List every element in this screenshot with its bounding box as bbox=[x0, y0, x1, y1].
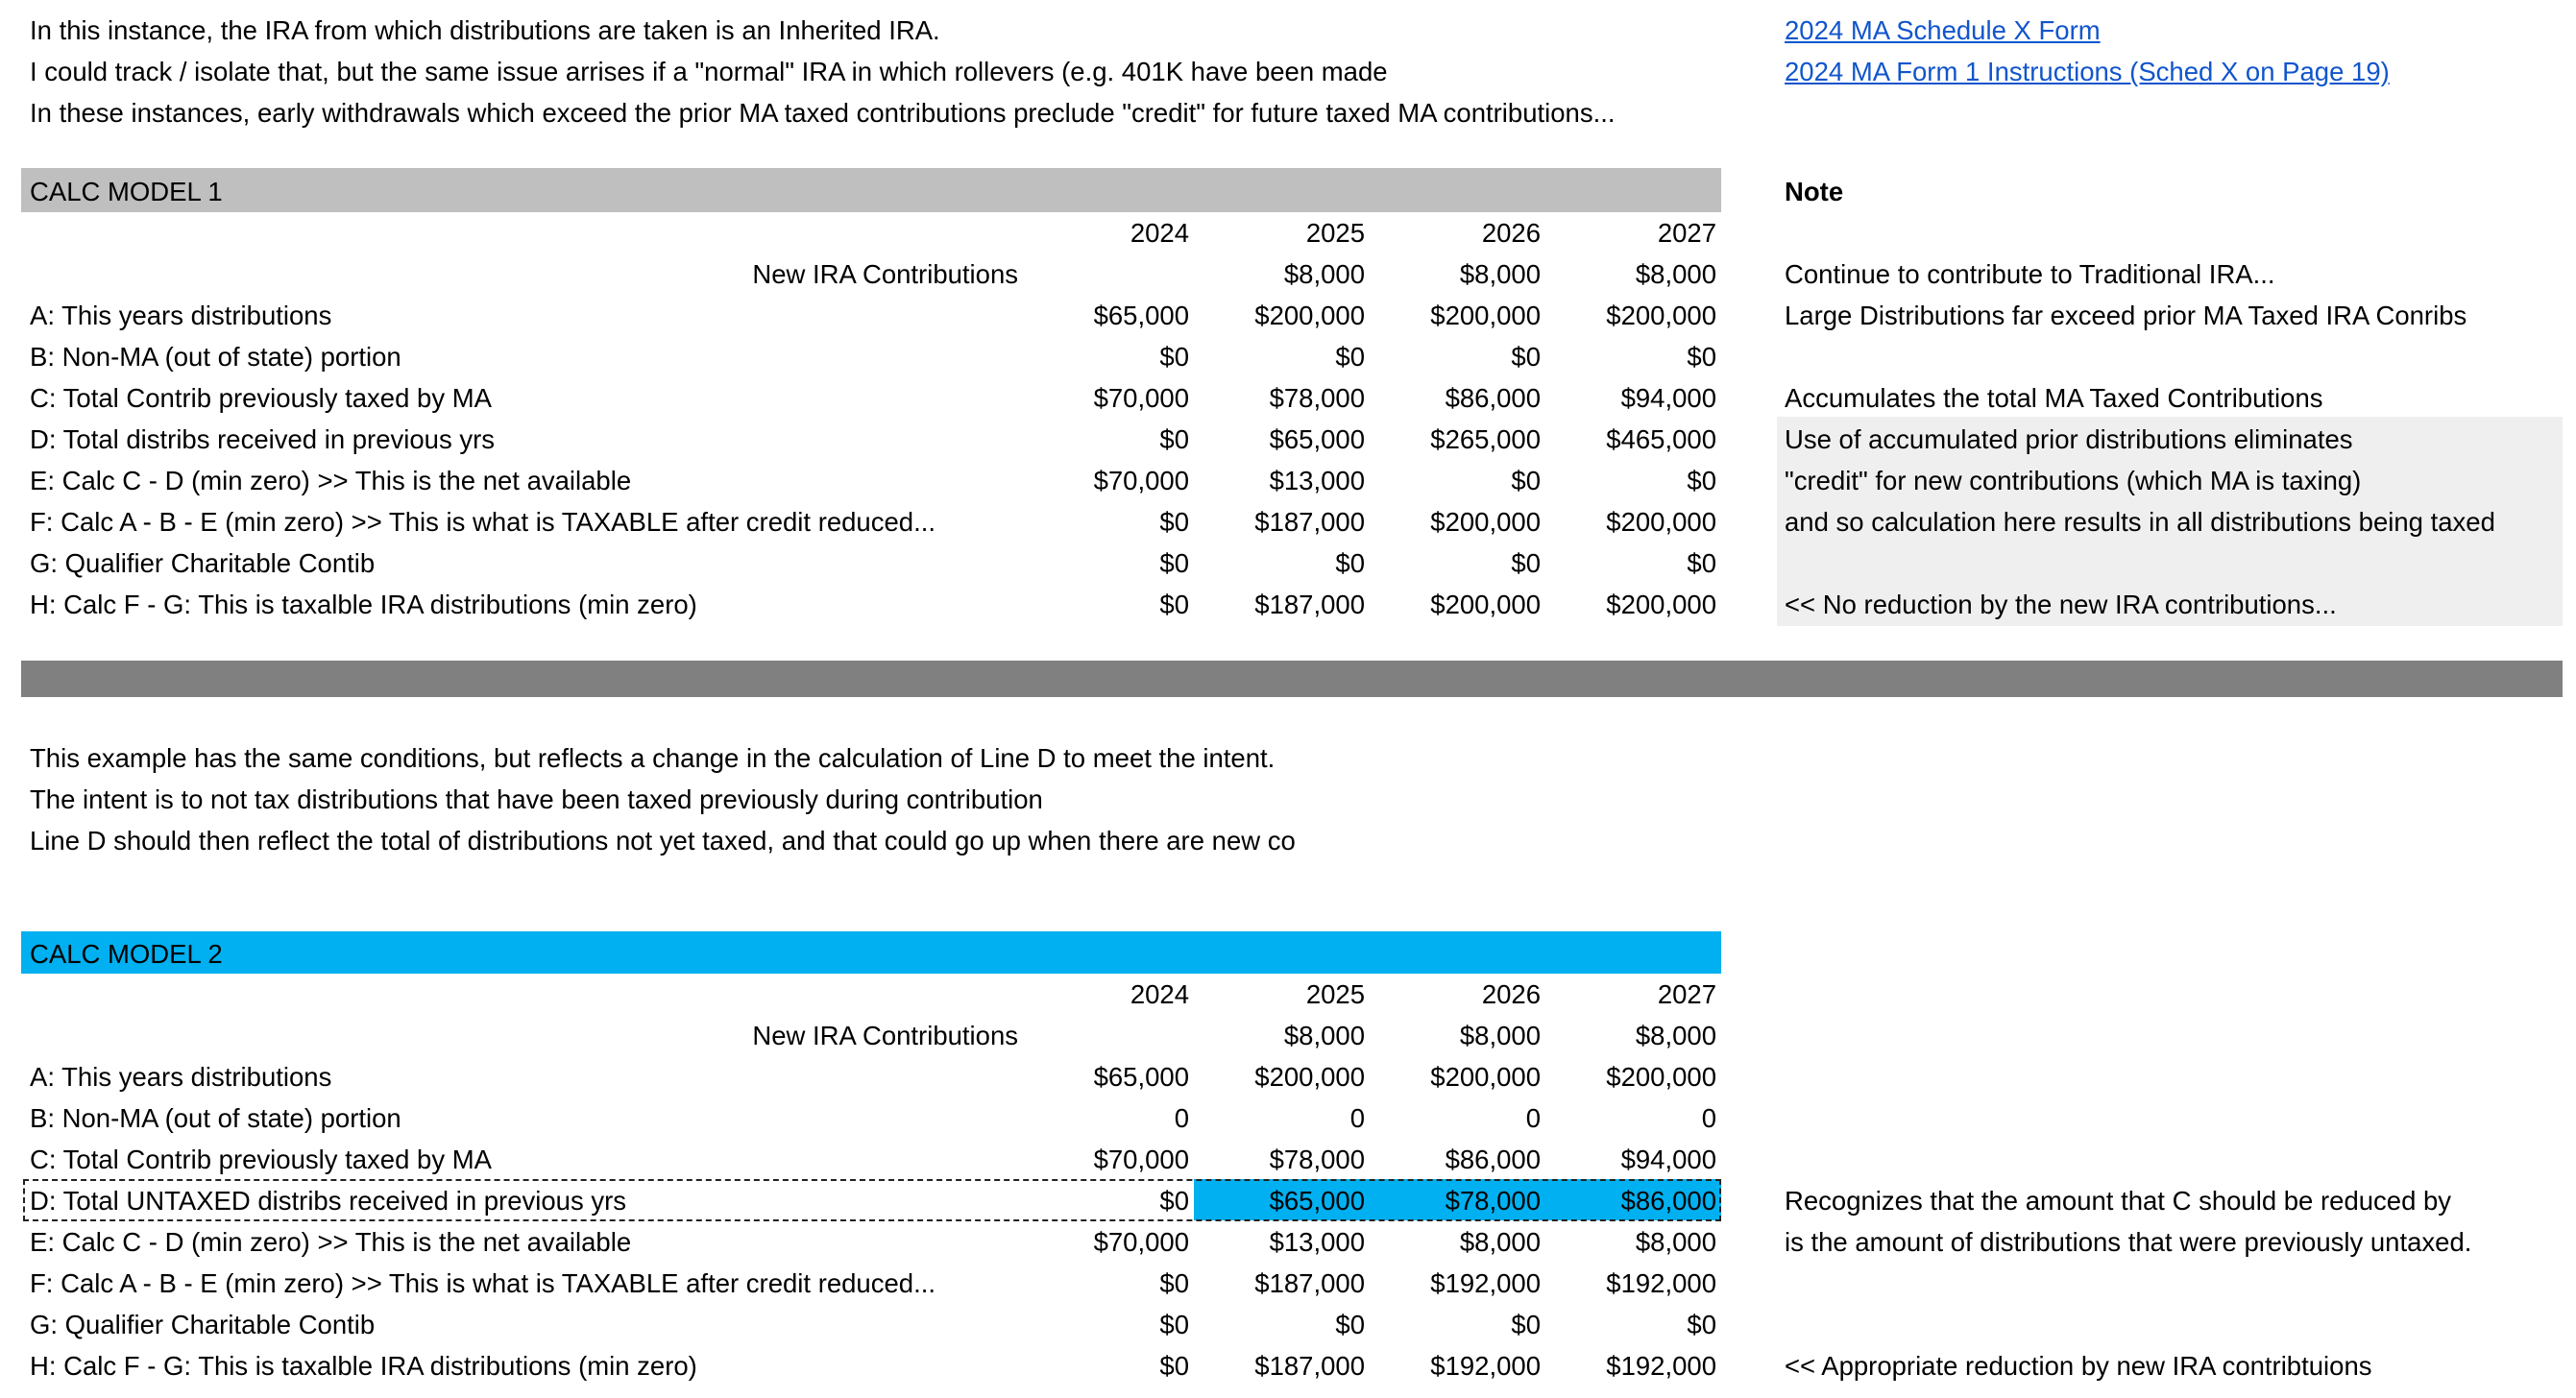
model2-row-label: F: Calc A - B - E (min zero) >> This is what is TAXABLE after credit reduced... bbox=[30, 1268, 936, 1298]
model2-row-value: $86,000 bbox=[1445, 1145, 1541, 1174]
model1-row-value: $0 bbox=[1687, 466, 1716, 495]
model2-row-value: $192,000 bbox=[1606, 1268, 1716, 1298]
model1-row-label: C: Total Contrib previously taxed by MA bbox=[30, 383, 492, 413]
model1-year-2027: 2027 bbox=[1657, 218, 1716, 248]
model2-row-value: $187,000 bbox=[1254, 1351, 1365, 1381]
model2-year-2027: 2027 bbox=[1657, 979, 1716, 1009]
model1-row-note: Accumulates the total MA Taxed Contributions bbox=[1785, 383, 2323, 413]
model1-row-label: A: This years distributions bbox=[30, 301, 332, 330]
model2-row-value: $200,000 bbox=[1430, 1062, 1541, 1092]
model1-row-value: $200,000 bbox=[1606, 590, 1716, 619]
model2-row-value: $200,000 bbox=[1254, 1062, 1365, 1092]
model1-row-note: Large Distributions far exceed prior MA Taxed IRA Conribs bbox=[1785, 301, 2467, 330]
model2-row-value: $192,000 bbox=[1606, 1351, 1716, 1381]
model1-row-value: $200,000 bbox=[1254, 301, 1365, 330]
model2-contrib-value: $8,000 bbox=[1635, 1021, 1716, 1050]
model1-row-value: $0 bbox=[1335, 548, 1365, 578]
model1-row-value: $65,000 bbox=[1093, 301, 1189, 330]
model2-year-2025: 2025 bbox=[1305, 979, 1365, 1009]
model2-row-value: $78,000 bbox=[1445, 1186, 1541, 1216]
model1-row-value: $0 bbox=[1687, 342, 1716, 372]
model1-row-value: $0 bbox=[1511, 342, 1541, 372]
model2-row-value: $200,000 bbox=[1606, 1062, 1716, 1092]
model1-year-2024: 2024 bbox=[1130, 218, 1189, 248]
model2-row-value: $65,000 bbox=[1093, 1062, 1189, 1092]
model2-row-value: $65,000 bbox=[1269, 1186, 1365, 1216]
model1-row-value: $13,000 bbox=[1269, 466, 1365, 495]
model2-row-value: $13,000 bbox=[1269, 1227, 1365, 1257]
model1-contrib-value: $8,000 bbox=[1283, 259, 1365, 289]
model1-row-value: $465,000 bbox=[1606, 424, 1716, 454]
model1-row-note: << No reduction by the new IRA contributions... bbox=[1785, 590, 2337, 619]
model1-row-value: $0 bbox=[1159, 548, 1189, 578]
model2-row-value: 0 bbox=[1525, 1103, 1541, 1133]
model1-row-value: $86,000 bbox=[1445, 383, 1541, 413]
model2-row-note: Recognizes that the amount that C should be reduced by bbox=[1785, 1186, 2452, 1216]
intro-line-2: I could track / isolate that, but the same issue arrises if a "normal" IRA in which rollevers (e.g. 401K have been made bbox=[30, 57, 1388, 86]
model2-row-label: G: Qualifier Charitable Contib bbox=[30, 1310, 376, 1339]
model1-row-value: $0 bbox=[1511, 548, 1541, 578]
model1-row-value: $0 bbox=[1159, 507, 1189, 537]
model2-row-value: $0 bbox=[1511, 1310, 1541, 1339]
model1-year-2026: 2026 bbox=[1481, 218, 1541, 248]
model2-row-label: A: This years distributions bbox=[30, 1062, 332, 1092]
model1-row-value: $187,000 bbox=[1254, 590, 1365, 619]
model2-row-value: $8,000 bbox=[1635, 1227, 1716, 1257]
model1-row-note: Use of accumulated prior distributions eliminates bbox=[1785, 424, 2353, 454]
model1-row-value: $200,000 bbox=[1430, 301, 1541, 330]
model1-row-note: and so calculation here results in all distributions being taxed bbox=[1785, 507, 2495, 537]
model2-row-value: $0 bbox=[1159, 1268, 1189, 1298]
model2-row-value: $70,000 bbox=[1093, 1145, 1189, 1174]
middle-line-3: Line D should then reflect the total of distributions not yet taxed, and that could go up when there are new co bbox=[30, 826, 1296, 856]
model1-row-label: B: Non-MA (out of state) portion bbox=[30, 342, 401, 372]
model2-row-value: 0 bbox=[1174, 1103, 1189, 1133]
model2-row-value: $0 bbox=[1159, 1310, 1189, 1339]
model2-row-value: $94,000 bbox=[1620, 1145, 1716, 1174]
intro-line-3: In these instances, early withdrawals which exceed the prior MA taxed contributions preclude "credit" for future taxed MA contributions... bbox=[30, 98, 1616, 128]
model1-row-value: $200,000 bbox=[1606, 507, 1716, 537]
model1-row-value: $0 bbox=[1511, 466, 1541, 495]
middle-line-1: This example has the same conditions, but reflects a change in the calculation of Line D to meet the intent. bbox=[30, 743, 1276, 773]
model2-row-label: D: Total UNTAXED distribs received in previous yrs bbox=[30, 1186, 626, 1216]
model1-row-value: $200,000 bbox=[1430, 507, 1541, 537]
model2-row-label: H: Calc F - G: This is taxalble IRA distributions (min zero) bbox=[30, 1351, 697, 1381]
intro-line-1: In this instance, the IRA from which distributions are taken is an Inherited IRA. bbox=[30, 15, 940, 45]
middle-line-2: The intent is to not tax distributions that have been taxed previously during contribution bbox=[30, 784, 1043, 814]
model1-row-label: D: Total distribs received in previous yrs bbox=[30, 424, 495, 454]
model1-contrib-label: New IRA Contributions bbox=[752, 259, 1018, 289]
separator-bar bbox=[21, 661, 2563, 697]
model1-row-label: E: Calc C - D (min zero) >> This is the net available bbox=[30, 466, 632, 495]
model2-contrib-value: $8,000 bbox=[1459, 1021, 1541, 1050]
model1-row-value: $65,000 bbox=[1269, 424, 1365, 454]
model1-row-note: "credit" for new contributions (which MA is taxing) bbox=[1785, 466, 2362, 495]
model1-row-value: $0 bbox=[1687, 548, 1716, 578]
model2-row-value: 0 bbox=[1349, 1103, 1365, 1133]
model2-row-value: $0 bbox=[1335, 1310, 1365, 1339]
model2-row-value: $192,000 bbox=[1430, 1351, 1541, 1381]
form-1-instructions-link[interactable]: 2024 MA Form 1 Instructions (Sched X on Page 19) bbox=[1785, 57, 2390, 86]
model2-contrib-value: $8,000 bbox=[1283, 1021, 1365, 1050]
model1-row-value: $70,000 bbox=[1093, 383, 1189, 413]
model2-row-label: E: Calc C - D (min zero) >> This is the net available bbox=[30, 1227, 632, 1257]
model2-row-value: $0 bbox=[1159, 1351, 1189, 1381]
model1-row-label: G: Qualifier Charitable Contib bbox=[30, 548, 376, 578]
model1-contrib-value: $8,000 bbox=[1635, 259, 1716, 289]
note-header: Note bbox=[1785, 177, 1844, 206]
model1-header-bar bbox=[21, 168, 1721, 212]
model1-row-value: $0 bbox=[1159, 590, 1189, 619]
model2-row-value: $78,000 bbox=[1269, 1145, 1365, 1174]
model1-row-value: $200,000 bbox=[1606, 301, 1716, 330]
model2-row-note: is the amount of distributions that were previously untaxed. bbox=[1785, 1227, 2472, 1257]
model2-row-value: $0 bbox=[1687, 1310, 1716, 1339]
model1-row-value: $265,000 bbox=[1430, 424, 1541, 454]
model1-row-value: $94,000 bbox=[1620, 383, 1716, 413]
model1-row-value: $187,000 bbox=[1254, 507, 1365, 537]
model2-row-label: C: Total Contrib previously taxed by MA bbox=[30, 1145, 492, 1174]
model1-row-label: H: Calc F - G: This is taxalble IRA distributions (min zero) bbox=[30, 590, 697, 619]
model2-year-2026: 2026 bbox=[1481, 979, 1541, 1009]
model1-row-value: $200,000 bbox=[1430, 590, 1541, 619]
model1-row-value: $0 bbox=[1159, 342, 1189, 372]
model2-header-bar bbox=[21, 931, 1721, 974]
model2-year-2024: 2024 bbox=[1130, 979, 1189, 1009]
model1-row-value: $78,000 bbox=[1269, 383, 1365, 413]
model1-title: CALC MODEL 1 bbox=[30, 177, 223, 206]
model1-row-value: $70,000 bbox=[1093, 466, 1189, 495]
model1-contrib-note: Continue to contribute to Traditional IRA... bbox=[1785, 259, 2275, 289]
model2-row-value: $192,000 bbox=[1430, 1268, 1541, 1298]
model2-row-value: 0 bbox=[1701, 1103, 1716, 1133]
model1-row-value: $0 bbox=[1335, 342, 1365, 372]
model2-row-value: $0 bbox=[1159, 1186, 1189, 1216]
model2-row-label: B: Non-MA (out of state) portion bbox=[30, 1103, 401, 1133]
model2-contrib-label: New IRA Contributions bbox=[752, 1021, 1018, 1050]
model2-row-value: $187,000 bbox=[1254, 1268, 1365, 1298]
model2-row-value: $70,000 bbox=[1093, 1227, 1189, 1257]
model2-row-value: $86,000 bbox=[1620, 1186, 1716, 1216]
model1-row-value: $0 bbox=[1159, 424, 1189, 454]
model2-row-value: $8,000 bbox=[1459, 1227, 1541, 1257]
model2-row-note: << Appropriate reduction by new IRA contribtuions bbox=[1785, 1351, 2372, 1381]
model1-row-label: F: Calc A - B - E (min zero) >> This is what is TAXABLE after credit reduced... bbox=[30, 507, 936, 537]
model2-title: CALC MODEL 2 bbox=[30, 939, 223, 969]
model1-year-2025: 2025 bbox=[1305, 218, 1365, 248]
schedule-x-form-link[interactable]: 2024 MA Schedule X Form bbox=[1785, 15, 2101, 45]
model1-contrib-value: $8,000 bbox=[1459, 259, 1541, 289]
